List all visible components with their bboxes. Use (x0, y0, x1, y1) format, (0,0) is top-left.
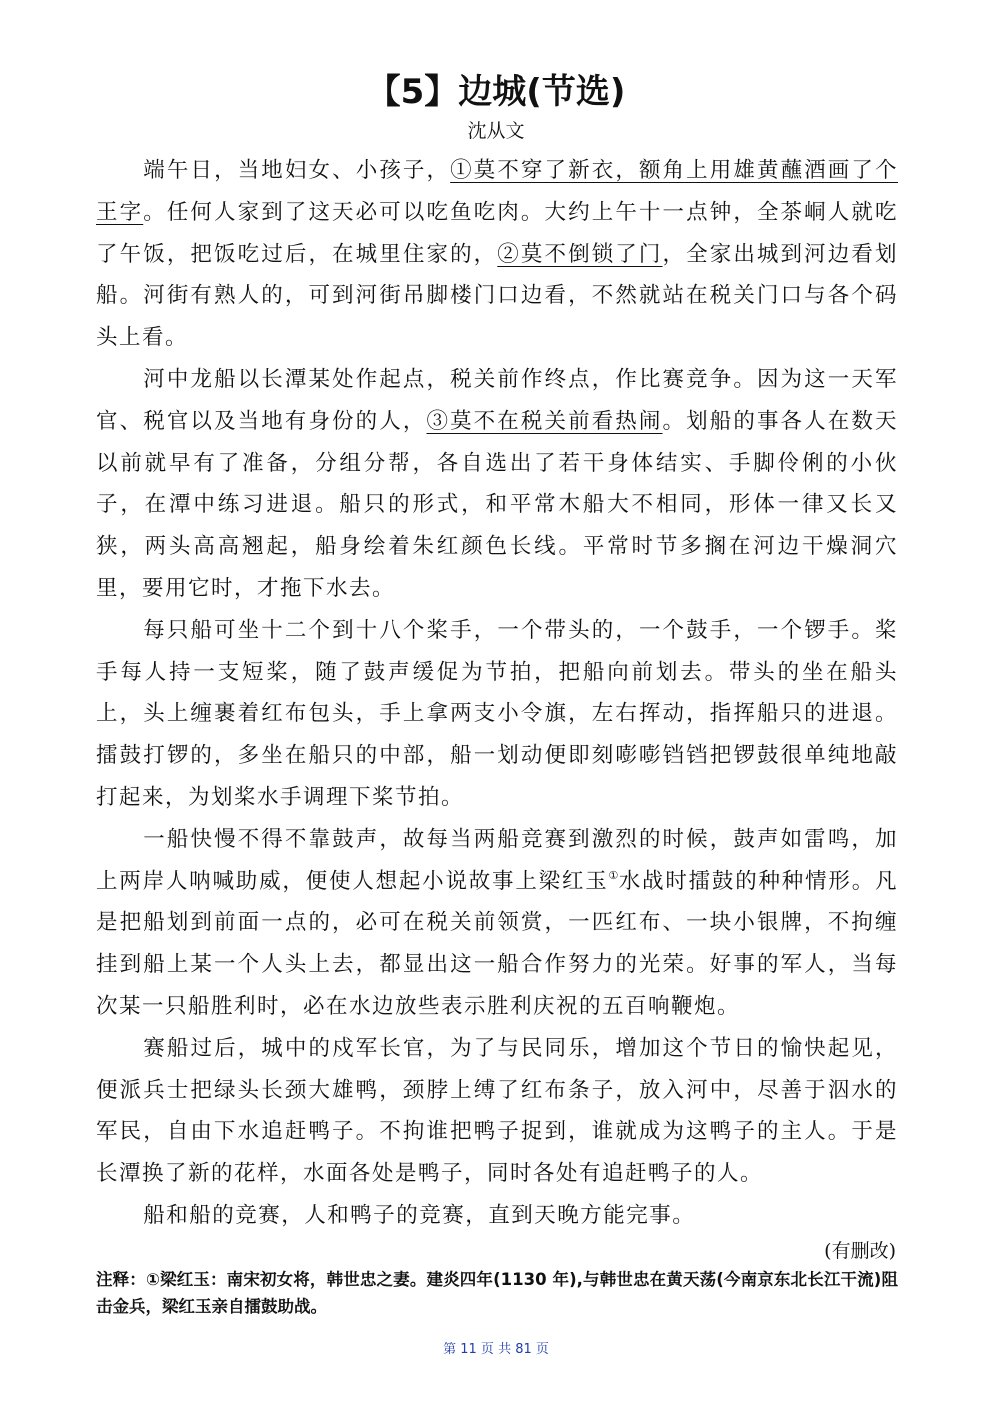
article-body (96, 150, 898, 1237)
page-title: 【5】边城(节选) (366, 72, 626, 112)
underlined-phrase-1: ①莫不穿了新衣，额角上用雄黄蘸酒画了个王字 (96, 158, 898, 225)
paragraph-4-text-b: 水战时擂鼓的种种情形。凡是把船划到前面一点的，必可在税关前领赏，一匹红布、一块小银牌，不拘缠挂到船上某一个人头上去，都显出这一船合作努力的光荣。好事的军人，当每次某一只船胜利时，必在水边放些表示胜利庆祝的五百响鞭炮。 (96, 868, 898, 1019)
footnote-annotation: 注释：①梁红玉：南宋初女将，韩世忠之妻。建炎四年(1130 年),与韩世忠在黄天荡(今南京东北长江干流)阻击金兵，梁红玉亲自擂鼓助战。 (96, 1270, 898, 1316)
paragraph-6: 船和船的竞赛，人和鸭子的竞赛，直到天晚方能完事。 (143, 1202, 696, 1228)
underlined-phrase-2: ②莫不倒锁了门 (497, 241, 663, 267)
author-name: 沈从文 (467, 120, 525, 142)
paragraph-1-text-a: 端午日，当地妇女、小孩子， (143, 158, 451, 183)
underlined-phrase-3: ③莫不在税关前看热闹 (426, 408, 663, 434)
paragraph-4-text-a: 一船快慢不得不靠鼓声，故每当两船竞赛到激烈的时候，鼓声如雷鸣，加上两岸人呐喊助威，便使人想起小说故事上梁红玉 (96, 826, 898, 894)
footnote-marker: ① (608, 868, 619, 882)
paragraph-2 (96, 359, 898, 610)
paragraph-4 (96, 819, 898, 1028)
paragraph-2-text-a: 河中龙船以长潭某处作起点，税关前作终点，作比赛竞争。因为这一天军官、税官以及当地有身份的人， (96, 366, 898, 434)
paragraph-1-text-c: ，全家出城到河边看划船。河街有熟人的，可到河街吊脚楼门口边看，不然就站在税关门口与各个码头上看。 (96, 241, 898, 351)
paragraph-2-text-b: 。划船的事各人在数天以前就早有了准备，分组分帮，各自选出了若干身体结实、手脚伶俐的小伙子，在潭中练习进退。船只的形式，和平常木船大不相同，形体一律又长又狭，两头高高翘起，船身绘着朱红颜色长线。平常时节多搁在河边干燥洞穴里，要用它时，才拖下水去。 (96, 408, 898, 601)
page-footer: 第 11 页 共 81 页 (443, 1342, 549, 1357)
paragraph-5: 赛船过后，城中的戍军长官，为了与民同乐，增加这个节日的愉快起见，便派兵士把绿头长颈大雄鸭，颈脖上缚了红布条子，放入河中，尽善于泅水的军民，自由下水追赶鸭子。不拘谁把鸭子捉到，谁就成为这鸭子的主人。于是长潭换了新的花样，水面各处是鸭子，同时各处有追赶鸭子的人。 (96, 1035, 898, 1187)
paragraph-1 (96, 150, 898, 359)
paragraph-1-text-b: 。任何人家到了这天必可以吃鱼吃肉。大约上午十一点钟，全茶峒人就吃了午饭，把饭吃过后，在城里住家的， (96, 199, 898, 267)
paragraph-3: 每只船可坐十二个到十八个桨手，一个带头的，一个鼓手，一个锣手。桨手每人持一支短桨，随了鼓声缓促为节拍，把船向前划去。带头的坐在船头上，头上缠裹着红布包头，手上拿两支小令旗，左右挥动，指挥船只的进退。擂鼓打锣的，多坐在船只的中部，船一划动便即刻嘭嘭铛铛把锣鼓很单纯地敲打起来，为划桨水手调理下桨节拍。 (96, 617, 898, 810)
source-note: (有删改) (824, 1240, 896, 1262)
